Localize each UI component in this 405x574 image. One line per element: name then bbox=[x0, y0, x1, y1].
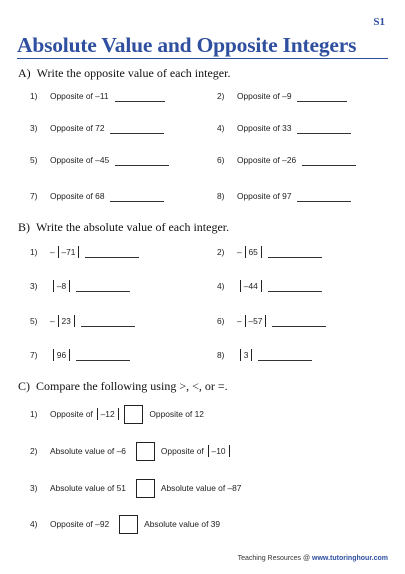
abs-bar-right bbox=[251, 349, 252, 361]
absolute-value-expression bbox=[237, 349, 252, 361]
answer-line[interactable] bbox=[85, 247, 139, 258]
section-a-letter: A) bbox=[18, 66, 31, 80]
question-b7 bbox=[30, 347, 130, 363]
question-number: 8) bbox=[217, 350, 225, 360]
question-number: 6) bbox=[217, 155, 225, 165]
question-a2 bbox=[217, 88, 347, 104]
abs-value: 96 bbox=[56, 350, 67, 360]
section-c-letter: C) bbox=[18, 379, 30, 393]
abs-value: 23 bbox=[61, 316, 71, 326]
abs-value: –44 bbox=[243, 281, 258, 291]
negation-sign: – bbox=[50, 247, 55, 257]
right-absolute-value bbox=[208, 445, 230, 457]
negation-sign: – bbox=[237, 247, 242, 257]
section-b-heading bbox=[18, 220, 229, 235]
question-b5 bbox=[30, 313, 135, 329]
question-c2 bbox=[30, 441, 229, 461]
question-number: 3) bbox=[30, 123, 38, 133]
question-b8 bbox=[217, 347, 312, 363]
abs-bar-right bbox=[265, 315, 266, 327]
answer-line[interactable] bbox=[268, 247, 322, 258]
abs-bar-left bbox=[240, 349, 241, 361]
absolute-value-expression bbox=[50, 280, 70, 292]
question-number: 1) bbox=[30, 247, 38, 257]
answer-line[interactable] bbox=[268, 281, 322, 292]
answer-line[interactable] bbox=[302, 155, 356, 166]
question-number: 7) bbox=[30, 350, 38, 360]
answer-line[interactable] bbox=[297, 123, 351, 134]
abs-bar-left bbox=[58, 246, 59, 258]
question-a3 bbox=[30, 120, 164, 136]
question-text: Opposite of –45 bbox=[50, 155, 110, 165]
question-b3 bbox=[30, 278, 130, 294]
abs-value: –71 bbox=[61, 247, 76, 257]
section-b-letter: B) bbox=[18, 220, 30, 234]
question-number: 3) bbox=[30, 281, 38, 291]
answer-line[interactable] bbox=[115, 155, 169, 166]
sheet-code: S1 bbox=[373, 16, 385, 28]
abs-bar-right bbox=[74, 315, 75, 327]
question-b1 bbox=[30, 244, 139, 260]
abs-bar-left bbox=[245, 315, 246, 327]
question-number: 1) bbox=[30, 91, 38, 101]
absolute-value-expression bbox=[50, 349, 70, 361]
absolute-value-expression bbox=[50, 315, 75, 327]
absolute-value-expression bbox=[237, 280, 262, 292]
abs-value: 3 bbox=[243, 350, 249, 360]
abs-bar-right bbox=[69, 349, 70, 361]
question-a4 bbox=[217, 120, 351, 136]
comparison-box[interactable] bbox=[136, 479, 155, 498]
comparison-box[interactable] bbox=[136, 442, 155, 461]
question-number: 3) bbox=[30, 483, 38, 493]
left-expression: Opposite of bbox=[50, 409, 93, 419]
question-a1 bbox=[30, 88, 165, 104]
negation-sign: – bbox=[237, 316, 242, 326]
footer-site-link[interactable]: www.tutoringhour.com bbox=[312, 555, 388, 562]
question-number: 5) bbox=[30, 155, 38, 165]
section-a-heading bbox=[18, 66, 230, 81]
question-text: Opposite of –9 bbox=[237, 91, 292, 101]
question-number: 4) bbox=[217, 281, 225, 291]
abs-bar-left bbox=[240, 280, 241, 292]
answer-line[interactable] bbox=[297, 91, 347, 102]
abs-value: –12 bbox=[100, 409, 115, 419]
question-a6 bbox=[217, 152, 356, 168]
abs-bar-right bbox=[118, 408, 119, 420]
footer-label: Teaching Resources @ bbox=[237, 555, 311, 562]
question-text: Opposite of 33 bbox=[237, 123, 292, 133]
question-number: 1) bbox=[30, 409, 38, 419]
question-b6 bbox=[217, 313, 326, 329]
section-c-heading bbox=[18, 379, 228, 394]
question-b2 bbox=[217, 244, 322, 260]
answer-line[interactable] bbox=[76, 281, 130, 292]
abs-bar-left bbox=[245, 246, 246, 258]
left-expression: Absolute value of –6 bbox=[50, 446, 126, 456]
question-a5 bbox=[30, 152, 169, 168]
section-c-instruction: Compare the following using >, <, or =. bbox=[36, 379, 228, 393]
question-number: 4) bbox=[217, 123, 225, 133]
question-text: Opposite of 68 bbox=[50, 191, 105, 201]
abs-bar-right bbox=[69, 280, 70, 292]
question-text: Opposite of 72 bbox=[50, 123, 105, 133]
question-c3 bbox=[30, 478, 241, 498]
answer-line[interactable] bbox=[297, 191, 351, 202]
abs-bar-left bbox=[208, 445, 209, 457]
section-b-instruction: Write the absolute value of each integer. bbox=[36, 220, 230, 234]
abs-bar-left bbox=[97, 408, 98, 420]
right-expression: Opposite of 12 bbox=[149, 409, 204, 419]
left-expression: Absolute value of 51 bbox=[50, 483, 126, 493]
abs-bar-right bbox=[229, 445, 230, 457]
absolute-value-expression bbox=[237, 315, 266, 327]
answer-line[interactable] bbox=[81, 316, 135, 327]
answer-line[interactable] bbox=[110, 123, 164, 134]
answer-line[interactable] bbox=[115, 91, 165, 102]
answer-line[interactable] bbox=[272, 316, 326, 327]
comparison-box[interactable] bbox=[119, 515, 138, 534]
footer bbox=[238, 555, 388, 562]
question-number: 7) bbox=[30, 191, 38, 201]
abs-value: –10 bbox=[211, 446, 226, 456]
title-divider bbox=[17, 58, 388, 59]
question-b4 bbox=[217, 278, 322, 294]
question-text: Opposite of –26 bbox=[237, 155, 297, 165]
right-expression: Opposite of bbox=[160, 446, 204, 456]
section-a-instruction: Write the opposite value of each integer. bbox=[36, 66, 231, 80]
abs-bar-right bbox=[78, 246, 79, 258]
question-text: Opposite of –11 bbox=[50, 91, 109, 101]
answer-line[interactable] bbox=[258, 350, 312, 361]
answer-line[interactable] bbox=[110, 191, 164, 202]
question-a8 bbox=[217, 188, 351, 204]
question-number: 2) bbox=[30, 446, 38, 456]
negation-sign: – bbox=[50, 316, 55, 326]
abs-value: 65 bbox=[248, 247, 258, 257]
answer-line[interactable] bbox=[76, 350, 130, 361]
absolute-value-expression bbox=[237, 246, 262, 258]
question-number: 4) bbox=[30, 519, 38, 529]
question-number: 2) bbox=[217, 247, 225, 257]
abs-bar-left bbox=[58, 315, 59, 327]
right-expression: Absolute value of –87 bbox=[160, 483, 242, 493]
abs-bar-left bbox=[53, 349, 54, 361]
absolute-value-expression bbox=[50, 246, 79, 258]
question-number: 2) bbox=[217, 91, 225, 101]
right-expression: Absolute value of 39 bbox=[144, 519, 221, 529]
abs-value: –8 bbox=[56, 281, 67, 291]
abs-value: –57 bbox=[248, 316, 263, 326]
question-c4 bbox=[30, 514, 220, 534]
question-c1 bbox=[30, 404, 204, 424]
question-number: 6) bbox=[217, 316, 225, 326]
question-a7 bbox=[30, 188, 164, 204]
abs-bar-right bbox=[261, 280, 262, 292]
page-title: Absolute Value and Opposite Integers bbox=[17, 33, 357, 57]
left-expression: Opposite of –92 bbox=[50, 519, 110, 529]
left-absolute-value bbox=[97, 408, 119, 420]
question-number: 5) bbox=[30, 316, 38, 326]
question-text: Opposite of 97 bbox=[237, 191, 292, 201]
abs-bar-right bbox=[261, 246, 262, 258]
comparison-box[interactable] bbox=[124, 405, 143, 424]
question-number: 8) bbox=[217, 191, 225, 201]
abs-bar-left bbox=[53, 280, 54, 292]
